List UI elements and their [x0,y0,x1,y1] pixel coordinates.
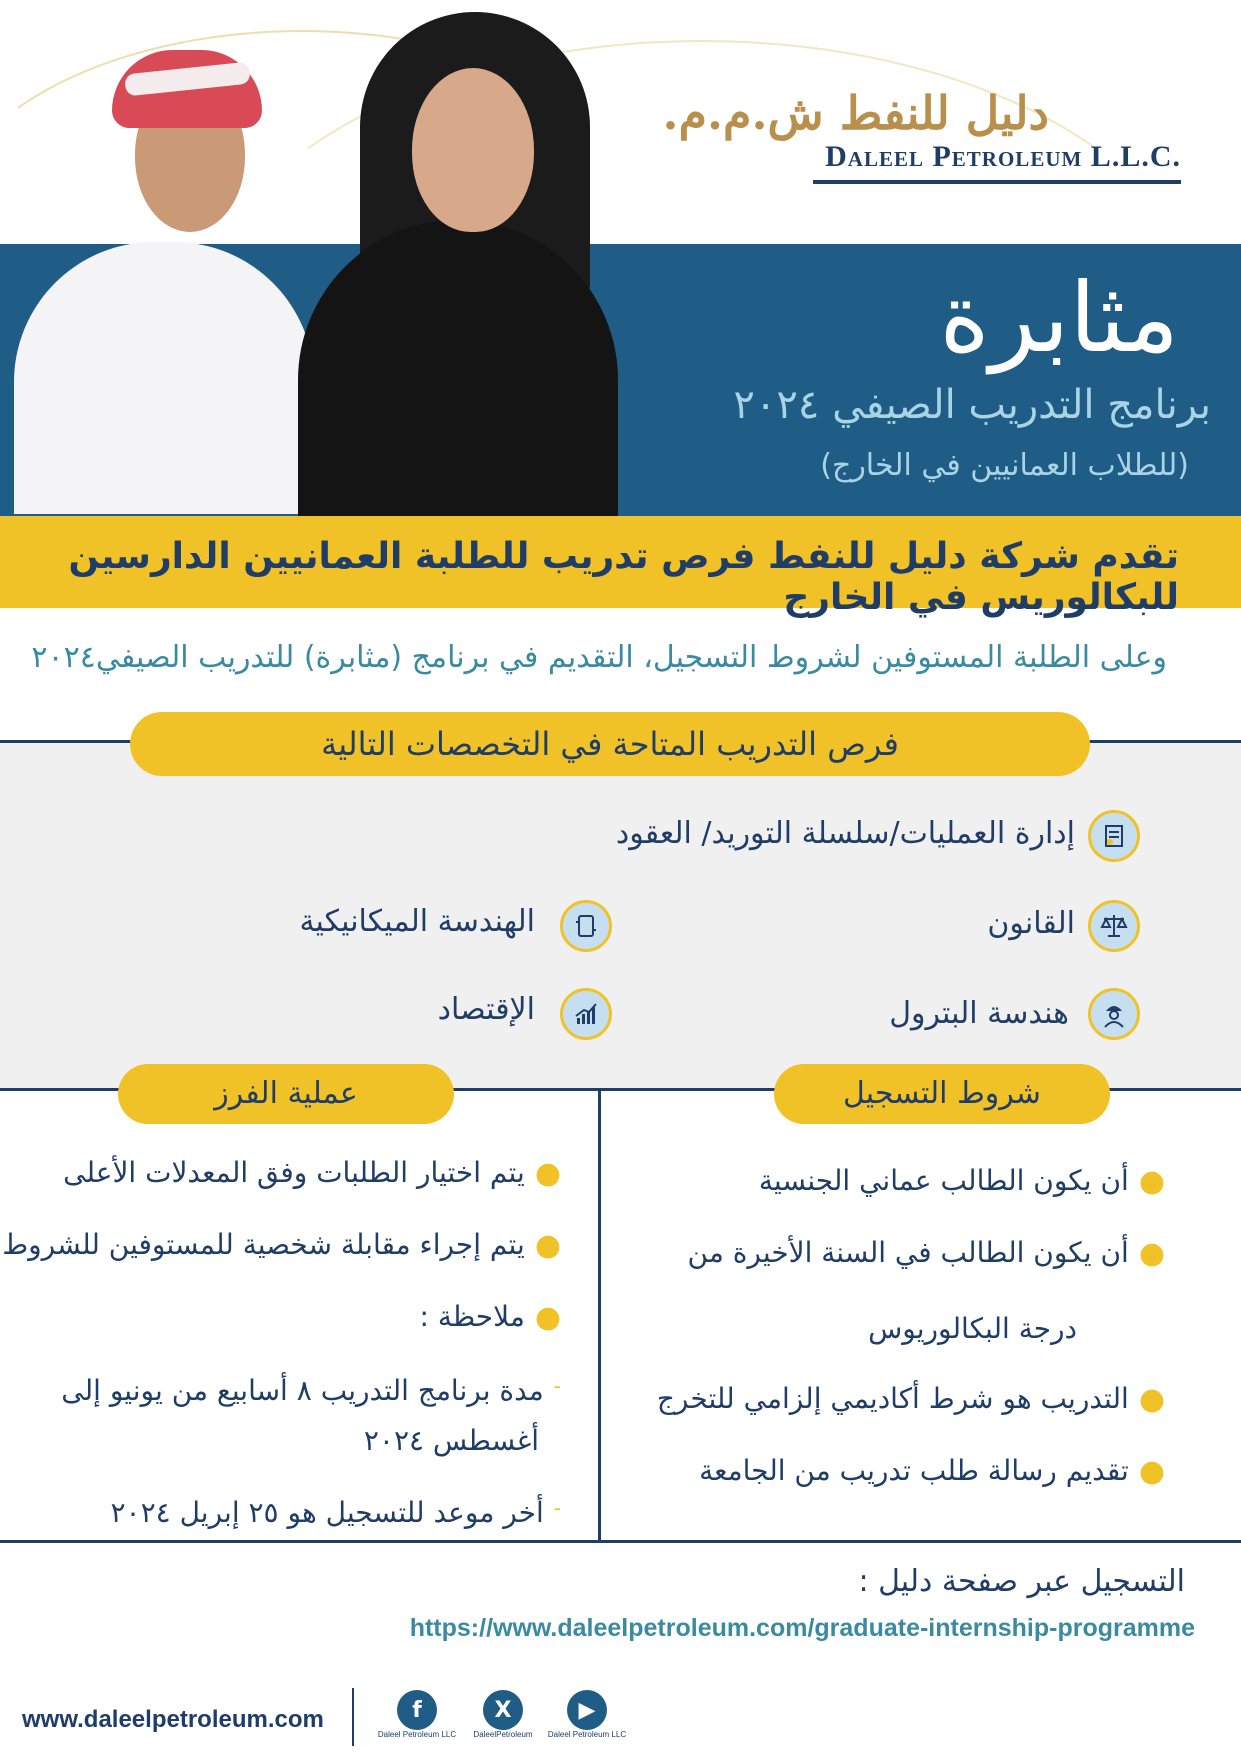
specialty-economics: الإقتصاد [437,992,535,1027]
list-item [759,1164,1165,1199]
engineer-icon [1088,988,1140,1040]
social-label: DaleelPetroleum [473,1730,533,1739]
student-photo-female-face [412,68,534,232]
note-text-continued: أغسطس ٢٠٢٤ [363,1424,539,1457]
bullet-icon: ● [1138,1454,1165,1489]
bullet-icon: ● [534,1156,561,1191]
x-icon[interactable]: X [483,1690,523,1730]
column-divider [598,1090,601,1542]
list-item [688,1236,1165,1271]
sorting-text: يتم اختيار الطلبات وفق المعدلات الأعلى [63,1156,525,1189]
list-item [657,1382,1165,1417]
logo-underline [813,180,1181,184]
website-link[interactable]: www.daleelpetroleum.com [22,1706,324,1733]
specialty-petroleum: هندسة البترول [889,996,1069,1031]
note-item [61,1374,561,1407]
logo-arabic: دليل للنفط ش.م.م. [662,86,1049,140]
social-label: Daleel Petroleum LLC [547,1730,627,1739]
bullet-icon: ● [1138,1382,1165,1417]
specialty-law: القانون [987,906,1075,941]
list-item [63,1156,561,1191]
condition-text: أن يكون الطالب عماني الجنسية [758,1164,1129,1197]
program-audience: (للطلاب العمانيين في الخارج) [820,448,1189,483]
chart-icon [560,988,612,1040]
program-subtitle: برنامج التدريب الصيفي ٢٠٢٤ [733,382,1211,428]
sorting-process-title: عملية الفرز [118,1064,454,1124]
social-youtube[interactable] [542,1690,632,1739]
list-item [419,1300,561,1335]
note-label: ملاحظة : [419,1300,525,1333]
note-text: أخر موعد للتسجيل هو ٢٥ إبريل ٢٠٢٤ [110,1496,544,1529]
intro-text: وعلى الطلبة المستوفين لشروط التسجيل، التقديم في برنامج (مثابرة) للتدريب الصيفي٢٠٢٤ [31,640,1167,675]
facebook-icon[interactable]: f [397,1690,437,1730]
dash-icon: - [553,1496,561,1520]
dash-icon: - [553,1374,561,1398]
footer-divider [352,1688,354,1746]
note-item [111,1496,561,1529]
specialty-operations: إدارة العمليات/سلسلة التوريد/ العقود [615,816,1075,851]
condition-text: أن يكون الطالب في السنة الأخيرة من [687,1236,1129,1269]
logo-english: Daleel Petroleum L.L.C. [825,140,1181,173]
program-headline: مثابرة [939,262,1179,374]
condition-text: التدريب هو شرط أكاديمي إلزامي للتخرج [656,1382,1129,1415]
youtube-icon[interactable]: ▶ [567,1690,607,1730]
list-item [699,1454,1165,1489]
specialties-title: فرص التدريب المتاحة في التخصصات التالية [130,712,1090,776]
bullet-icon: ● [534,1300,561,1335]
operations-icon [1088,810,1140,862]
announcement-text: تقدم شركة دليل للنفط فرص تدريب للطلبة العمانيين الدارسين للبكالوريس في الخارج [68,536,1179,618]
condition-text-continued: درجة البكالوريوس [868,1312,1077,1345]
bullet-icon: ● [534,1228,561,1263]
social-facebook[interactable] [372,1690,462,1739]
sorting-text: يتم إجراء مقابلة شخصية للمستوفين للشروط [2,1228,525,1261]
scales-icon [1088,900,1140,952]
bullet-icon: ● [1138,1164,1165,1199]
list-item [2,1228,561,1263]
register-label: التسجيل عبر صفحة دليل : [858,1564,1185,1599]
section-divider [0,1540,1241,1543]
register-link[interactable]: https://www.daleelpetroleum.com/graduate-internship-programme [409,1614,1195,1642]
student-photo-male [14,242,314,514]
condition-text: تقديم رسالة طلب تدريب من الجامعة [699,1454,1129,1487]
note-text: مدة برنامج التدريب ٨ أسابيع من يونيو إلى [61,1374,544,1407]
social-x[interactable] [458,1690,548,1739]
mechanical-icon [560,900,612,952]
social-label: Daleel Petroleum LLC [377,1730,457,1739]
specialty-mechanical: الهندسة الميكانيكية [299,904,535,939]
bullet-icon: ● [1138,1236,1165,1271]
registration-conditions-title: شروط التسجيل [774,1064,1110,1124]
